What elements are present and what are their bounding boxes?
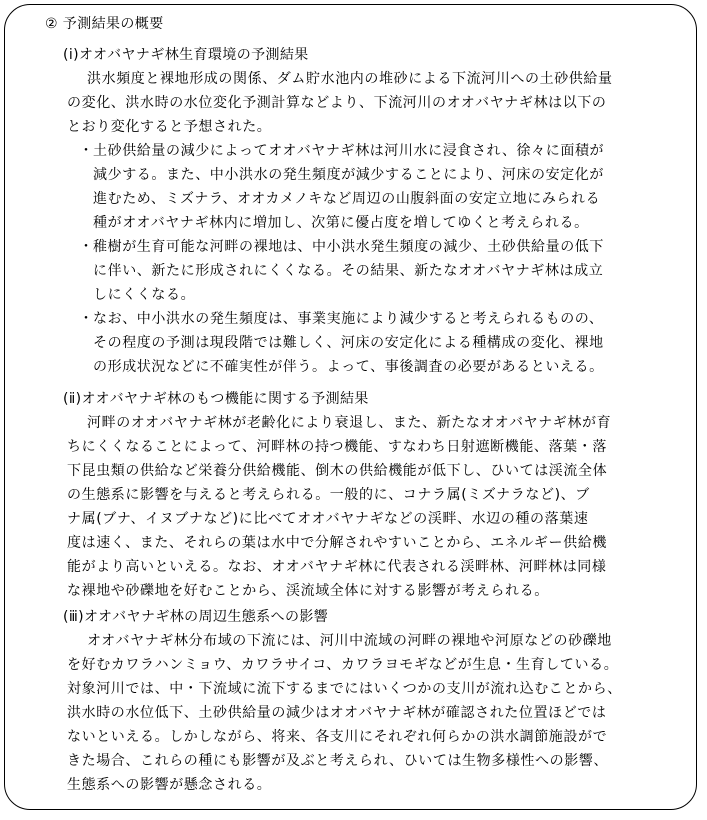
subsection-2-line: 河畔のオオバヤナギ林が老齢化により衰退し、また、新たなオオバヤナギ林が育 xyxy=(87,415,612,431)
subsection-2-line: ナ属(ブナ、イヌブナなど)に比べてオオバヤナギなどの渓畔、水辺の種の落葉速 xyxy=(67,511,589,527)
subsection-3-line: を好むカワラハンミョウ、カワラサイコ、カワラヨモギなどが生息・生育している。 xyxy=(67,657,619,673)
subsection-2-line: 能がより高いといえる。なお、オオバヤナギ林に代表される渓畔林、河畔林は同様 xyxy=(67,559,607,575)
subsection-2-line: ちにくくなることによって、河畔林の持つ機能、すなわち日射遮断機能、落葉・落 xyxy=(67,439,607,455)
bullet-line: しにくくなる。 xyxy=(93,287,196,303)
subsection-3-line: オオバヤナギ林分布域の下流には、河川中流域の河畔の裸地や河原などの砂礫地 xyxy=(87,633,612,649)
subsection-3-line: ないといえる。しかしながら、将来、各支川にそれぞれ何らかの洪水調節施設がで xyxy=(67,729,608,745)
bullet-line: なお、中小洪水の発生頻度は、事業実施により減少すると考えられるものの、 xyxy=(93,311,604,327)
bullet-line: 種がオオバヤナギ林内に増加し、次第に優占度を増してゆくと考えられる。 xyxy=(93,215,589,231)
subsection-1-intro-line: 洪水頻度と裸地形成の関係、ダム貯水池内の堆砂による下流河川への土砂供給量 xyxy=(87,71,613,87)
bullet-line: 減少する。また、中小洪水の発生頻度が減少することにより、河床の安定化が xyxy=(93,167,604,183)
bullet-marker: ・ xyxy=(79,311,94,327)
subsection-3-line: 洪水時の水位低下、土砂供給量の減少はオオバヤナギ林が確認された位置ほどでは xyxy=(67,705,607,721)
bullet-line: 稚樹が生育可能な河畔の裸地は、中小洪水発生頻度の減少、土砂供給量の低下 xyxy=(93,239,604,255)
document-frame xyxy=(4,4,697,810)
subsection-2-line: な裸地や砂礫地を好むことから、渓流域全体に対する影響が考えられる。 xyxy=(67,583,549,599)
subsection-2-line: 度は速く、また、それらの葉は水中で分解されやすいことから、エネルギー供給機 xyxy=(67,535,607,551)
bullet-line: その程度の予測は現段階では難しく、河床の安定化による種構成の変化、裸地 xyxy=(93,335,604,351)
bullet-line: 土砂供給量の減少によってオオバヤナギ林は河川水に浸食され、徐々に面積が xyxy=(93,143,605,159)
bullet-line: の形成状況などに不確実性が伴う。よって、事後調査の必要があるといえる。 xyxy=(93,359,604,375)
bullet-line: 進むため、ミズナラ、オオカメノキなど周辺の山腹斜面の安定立地にみられる xyxy=(93,191,601,207)
subsection-3-line: きた場合、これらの種にも影響が及ぶと考えられ、ひいては生物多様性への影響、 xyxy=(67,753,609,769)
subsection-1-intro-line: の変化、洪水時の水位変化予測計算などより、下流河川のオオバヤナギ林は以下の xyxy=(67,95,607,111)
bullet-item xyxy=(79,311,603,327)
subsection-2-line: の生態系に影響を与えると考えられる。一般的に、コナラ属(ミズナラなど)、ブ xyxy=(67,487,590,503)
subsection-3-line: 対象河川では、中・下流域に流下するまでにはいくつかの支川が流れ込むことから、 xyxy=(67,681,622,697)
subsection-1-heading: (ⅰ)オオバヤナギ林生育環境の予測結果 xyxy=(63,47,309,63)
subsection-3-heading: (ⅲ)オオバヤナギ林の周辺生態系への影響 xyxy=(63,609,329,625)
subsection-3-line: 生態系への影響が懸念される。 xyxy=(67,777,272,793)
bullet-marker: ・ xyxy=(79,239,94,255)
bullet-marker: ・ xyxy=(79,143,94,159)
bullet-item xyxy=(79,143,604,159)
bullet-line: に伴い、新たに形成されにくくなる。その結果、新たなオオバヤナギ林は成立 xyxy=(93,263,604,279)
subsection-1-intro-line: とおり変化すると予想された。 xyxy=(67,119,272,135)
subsection-2-line: 下昆虫類の供給など栄養分供給機能、倒木の供給機能が低下し、ひいては渓流全体 xyxy=(67,463,608,479)
bullet-item xyxy=(79,239,604,255)
section-title: ② 予測結果の概要 xyxy=(45,16,164,32)
subsection-2-heading: (ⅱ)オオバヤナギ林のもつ機能に関する予測結果 xyxy=(63,391,369,407)
